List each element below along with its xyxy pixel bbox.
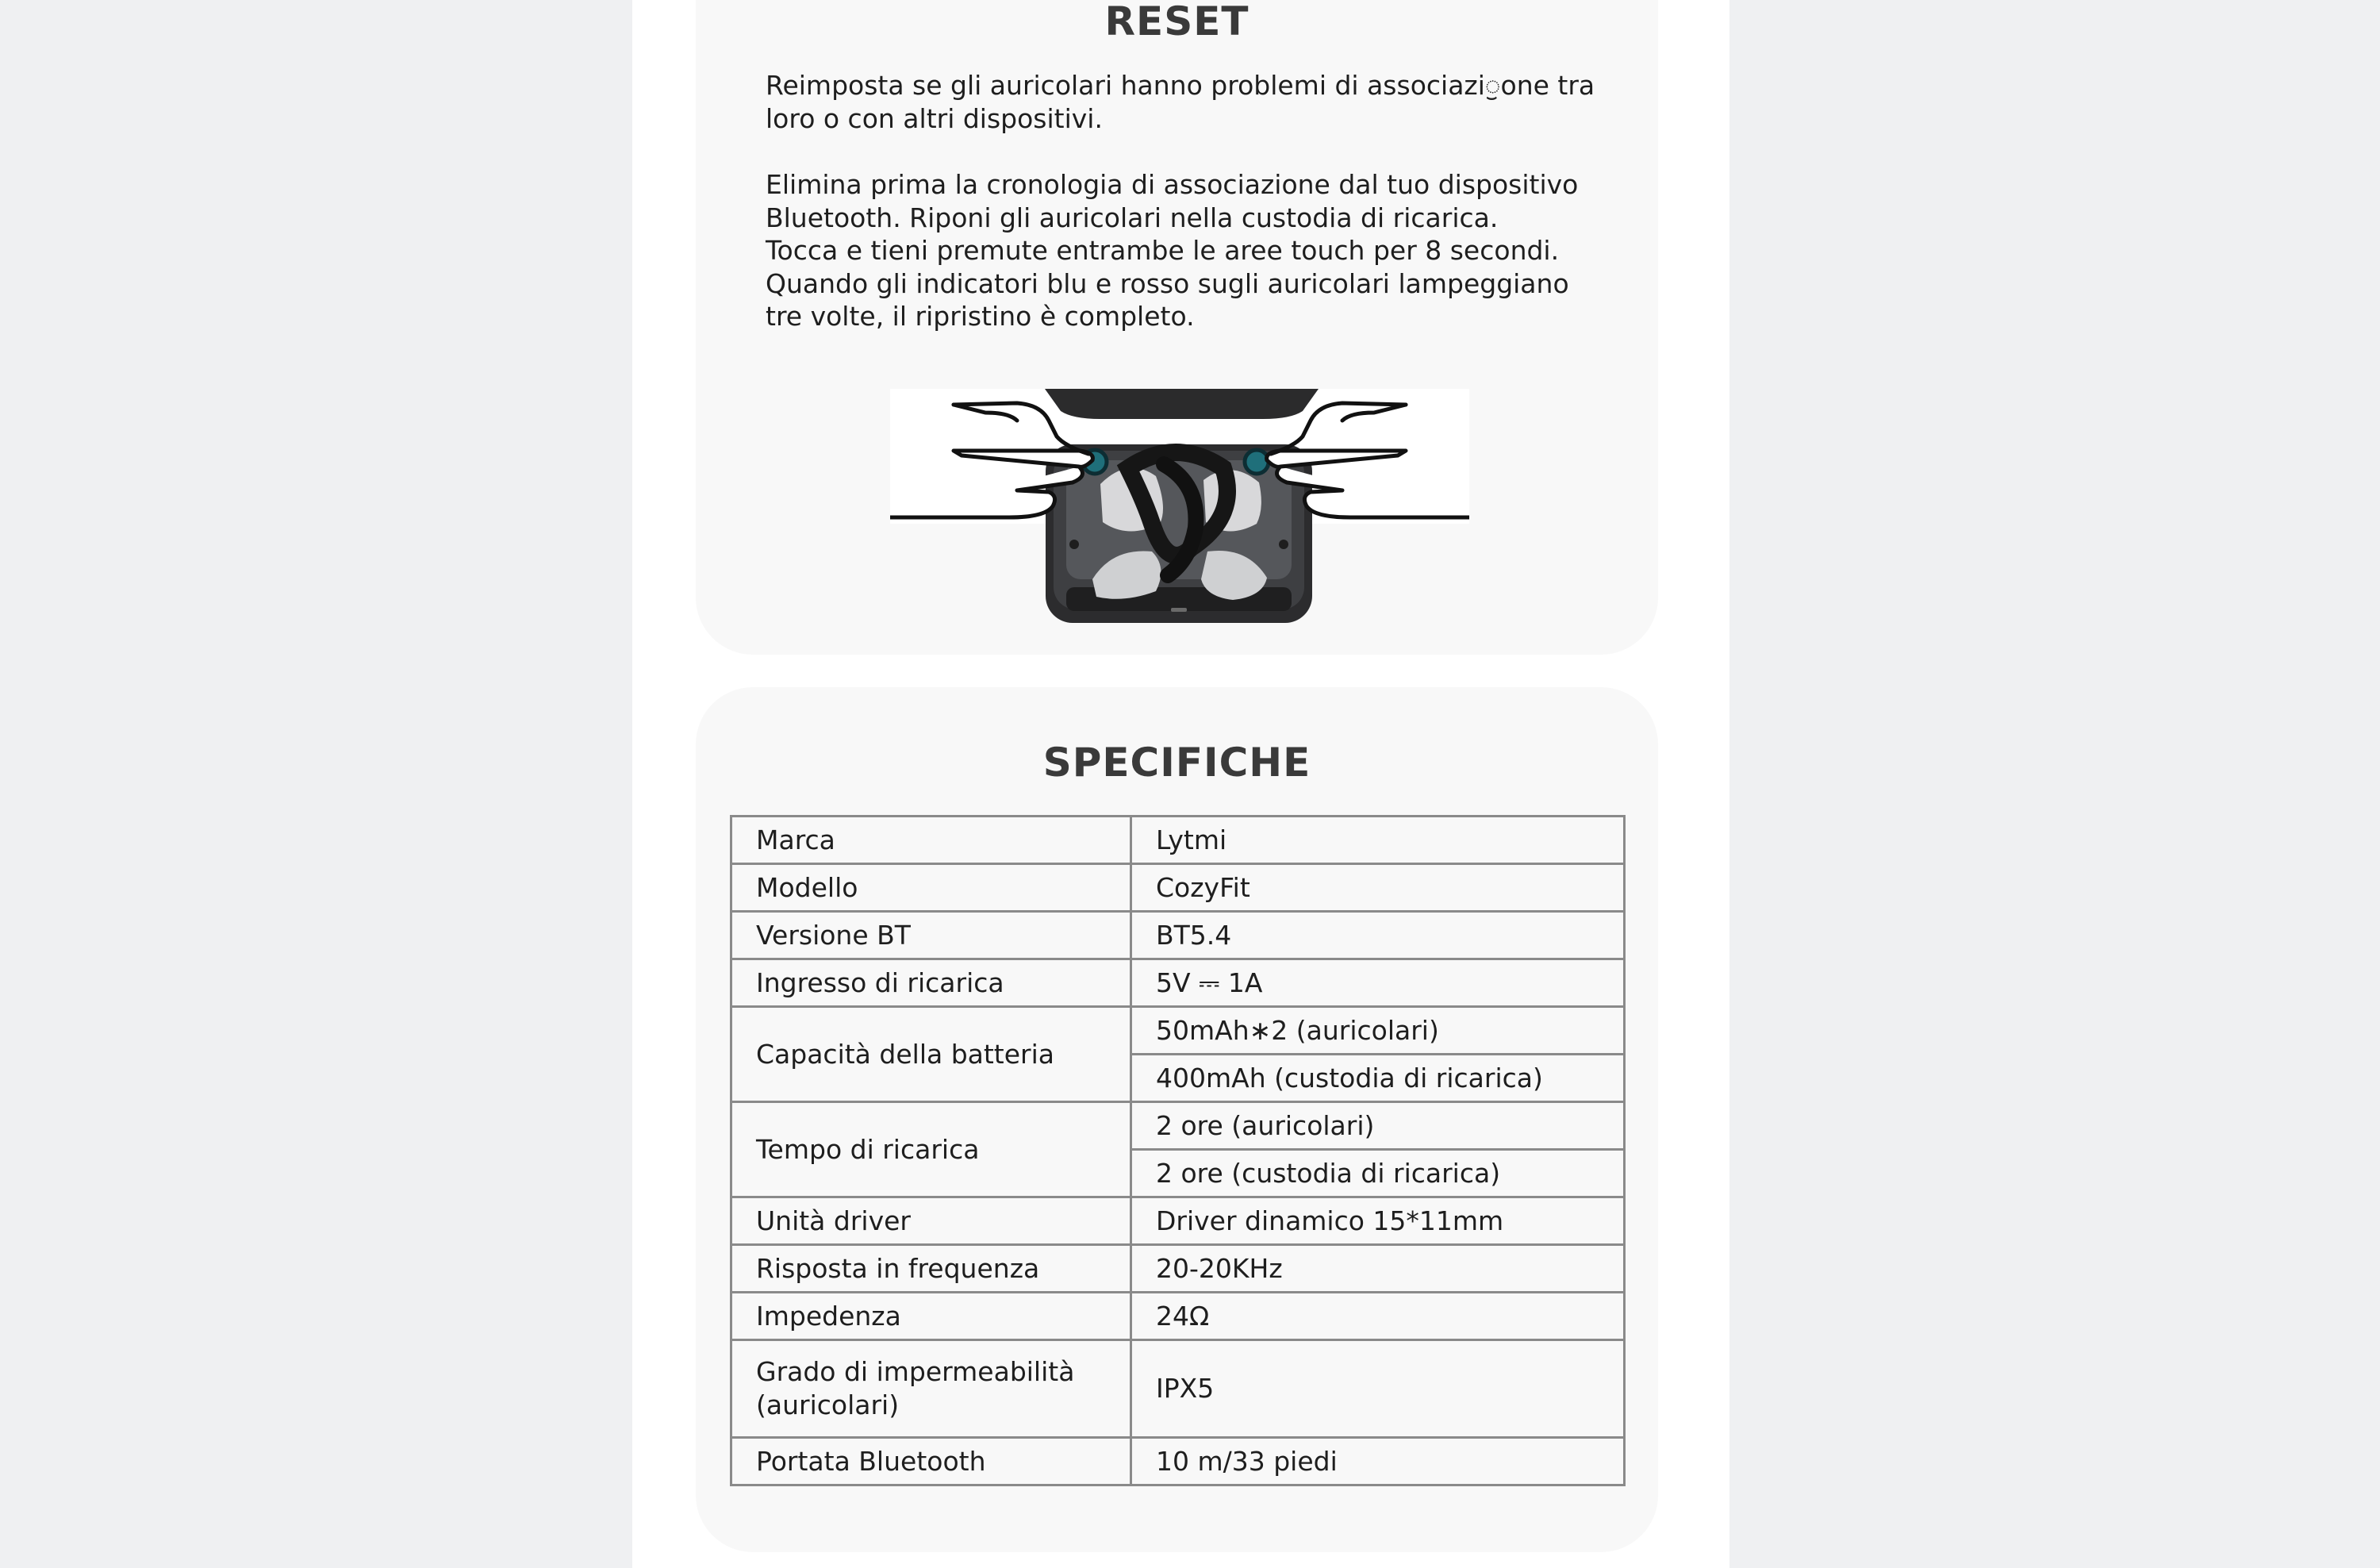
product-manual-page [632, 0, 1729, 1568]
spec-label: Tempo di ricarica [731, 1102, 1131, 1197]
table-row [731, 1197, 1625, 1245]
table-row [731, 1293, 1625, 1340]
reset-instructions-text: Elimina prima la cronologia di associazione dal tuo dispositivo Bluetooth. Riponi gli auricolari nella custodia di ricarica. Tocca e tieni premute entrambe le aree touch per 8 secondi. Quando gli indicatori blu e rosso sugli auricolari lampeggiano tre volte, il ripristino è completo. [766, 169, 1579, 332]
spec-label: Grado di impermeabilità (auricolari) [731, 1340, 1131, 1438]
table-row [731, 1007, 1625, 1055]
spec-label: Unità driver [731, 1197, 1131, 1245]
spec-label: Impedenza [731, 1293, 1131, 1340]
spec-label: Risposta in frequenza [731, 1245, 1131, 1293]
spec-value: 2 ore (auricolari) [1131, 1102, 1625, 1150]
specs-table [730, 815, 1626, 1486]
reset-intro-text: Reimposta se gli auricolari hanno problemi di associaziॖone tra loro o con altri dispositivi. [766, 70, 1595, 134]
spec-label: Modello [731, 864, 1131, 912]
spec-value: 20-20KHz [1131, 1245, 1625, 1293]
spec-value: 24Ω [1131, 1293, 1625, 1340]
table-row [731, 1102, 1625, 1150]
table-row [731, 959, 1625, 1007]
table-row [731, 912, 1625, 959]
table-row [731, 1245, 1625, 1293]
table-row [731, 1438, 1625, 1485]
specs-title: SPECIFICHE [1042, 740, 1311, 786]
table-row [731, 1340, 1625, 1438]
spec-value: 400mAh (custodia di ricarica) [1131, 1055, 1625, 1102]
spec-label: Capacità della batteria [731, 1007, 1131, 1102]
spec-value: Lytmi [1131, 817, 1625, 864]
specs-section [696, 687, 1658, 1552]
spec-label: Ingresso di ricarica [731, 959, 1131, 1007]
spec-value: 2 ore (custodia di ricarica) [1131, 1150, 1625, 1197]
reset-title: RESET [1104, 0, 1250, 44]
spec-label: Marca [731, 817, 1131, 864]
spec-value: 10 m/33 piedi [1131, 1438, 1625, 1485]
spec-value: CozyFit [1131, 864, 1625, 912]
spec-value: 5V ⎓ 1A [1131, 959, 1625, 1007]
spec-label: Versione BT [731, 912, 1131, 959]
reset-illustration [890, 389, 1469, 635]
spec-label: Portata Bluetooth [731, 1438, 1131, 1485]
spec-value: Driver dinamico 15*11mm [1131, 1197, 1625, 1245]
table-row [731, 864, 1625, 912]
spec-value: BT5.4 [1131, 912, 1625, 959]
spec-value: 50mAh∗2 (auricolari) [1131, 1007, 1625, 1055]
spec-value: IPX5 [1131, 1340, 1625, 1438]
table-row [731, 817, 1625, 864]
